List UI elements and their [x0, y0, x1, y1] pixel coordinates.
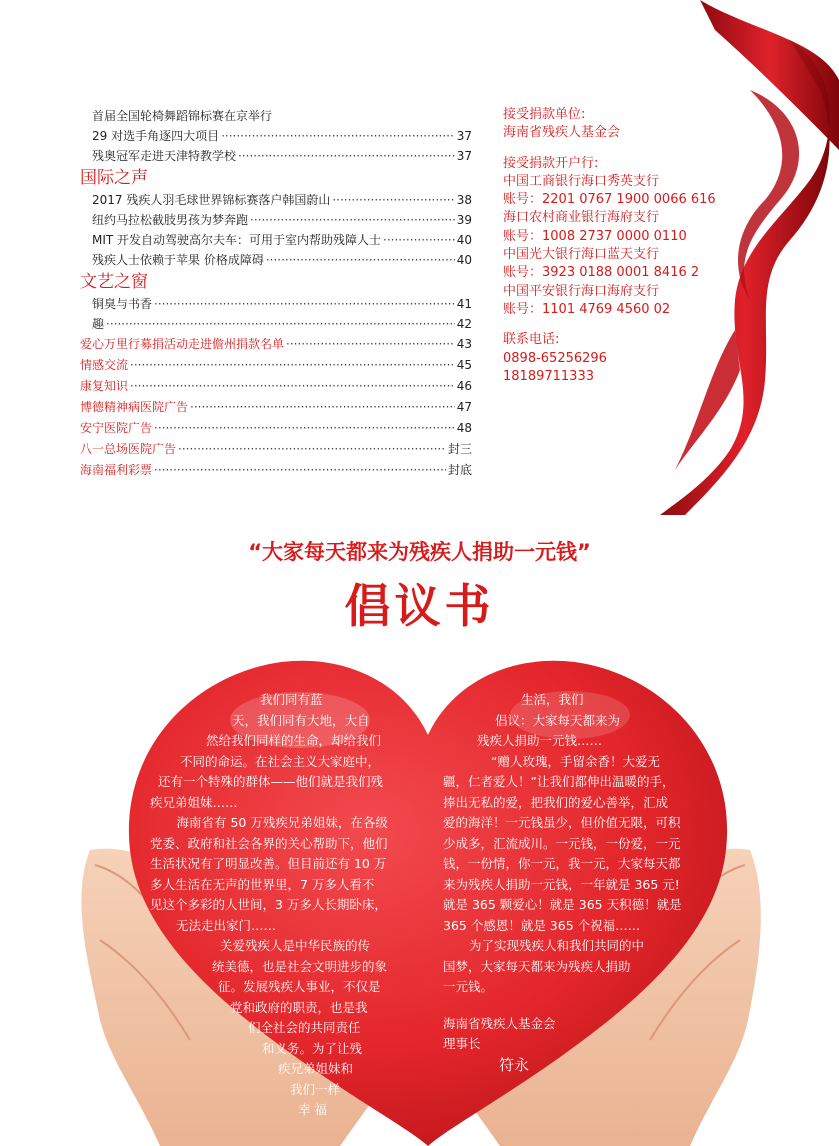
toc-entry [80, 439, 472, 460]
letter-signature: 符永 [499, 1055, 530, 1074]
toc-entry [80, 355, 472, 376]
letter-line: 海南省有 50 万残疾兄弟姐妹，在各级 [164, 815, 388, 830]
letter-line: 残疾人捐助一元钱…… [477, 733, 603, 748]
letter-line: 然给我们同样的生命，却给我们 [206, 733, 382, 748]
letter-line: 无法走出家门…… [176, 917, 277, 933]
toc-leader-dots [106, 314, 455, 334]
toc-entry-title: 爱心万里行募捐活动走进儋州捐款名单 [80, 337, 285, 351]
toc-entry [80, 190, 472, 210]
toc-entry [80, 230, 472, 250]
letter-line: 生活，我们 [521, 692, 584, 707]
toc-leader-dots [154, 418, 455, 439]
toc-page-number: 40 [456, 253, 472, 267]
toc-section-title: 文艺之窗 [80, 272, 148, 292]
toc-page-number: 封三 [447, 442, 472, 456]
phone-number: 0898-65256296 [503, 350, 607, 366]
letter-line: 一元钱。 [443, 979, 494, 994]
toc-page-number: 48 [456, 421, 472, 435]
table-of-contents [80, 106, 472, 481]
letter-line: 关爱残疾人是中华民族的传 [220, 938, 371, 953]
toc-entry-title: MIT 开发自动驾驶高尔夫车：可用于室内帮助残障人士 [92, 233, 382, 247]
toc-entry-title: 情感交流 [80, 358, 129, 372]
toc-page-number: 39 [456, 213, 472, 227]
letter-role: 理事长 [443, 1036, 481, 1051]
toc-page-number: 46 [456, 379, 472, 393]
toc-section-heading [80, 270, 472, 294]
toc-page-number: 37 [456, 149, 472, 163]
letter-line: 不同的命运。在社会主义大家庭中， [180, 753, 381, 769]
toc-entry [80, 210, 472, 230]
toc-entry [80, 146, 472, 166]
toc-leader-dots [130, 376, 455, 397]
toc-entry [80, 334, 472, 355]
letter-line: 就是 365 颗爱心！就是 365 天积德！就是 [443, 897, 682, 912]
toc-entry [80, 418, 472, 439]
toc-leader-dots [332, 190, 454, 210]
letter-line: 幸 福 [298, 1102, 327, 1117]
toc-leader-dots [250, 210, 455, 230]
toc-page-number: 45 [456, 358, 472, 372]
toc-entry [80, 126, 472, 146]
letter-line: 我们一样 [290, 1081, 341, 1097]
letter-line: 疾兄弟姐妹和 [278, 1061, 354, 1076]
donation-unit-name: 海南省残疾人基金会 [503, 125, 621, 141]
letter-line: 365 个感恩！就是 365 个祝福…… [443, 917, 641, 933]
bank-name: 中国平安银行海口海府支行 [503, 283, 660, 299]
toc-page-number: 38 [456, 193, 472, 207]
letter-line: 党和政府的职责，也是我 [230, 999, 368, 1015]
toc-entry-title: 残疾人士依赖于苹果 价格成障碍 [92, 253, 264, 267]
letter-line: 生活状况有了明显改善。但目前还有 10 万 [150, 856, 387, 871]
toc-leader-dots [190, 397, 455, 418]
letter-line: 爱的海洋！一元钱虽少，但价值无限，可积 [443, 815, 681, 830]
toc-page-number: 37 [456, 129, 472, 143]
toc-entry-title: 铜臭与书香 [92, 297, 153, 311]
toc-entry-title: 趣 [92, 317, 105, 331]
toc-page-number: 41 [456, 297, 472, 311]
toc-entry-title: 纽约马拉松截肢男孩为梦奔跑 [92, 213, 249, 227]
bank-label: 接受捐款开户行: [503, 155, 599, 171]
bank-account: 账号：1008 2737 0000 0110 [503, 228, 687, 244]
letter-right-column [443, 690, 703, 1075]
letter-line: 来为残疾人捐助一元钱，一年就是 365 元! [443, 876, 680, 892]
toc-entry-title: 海南福利彩票 [80, 463, 153, 477]
bank-account: 账号：2201 0767 1900 0066 616 [503, 192, 716, 208]
toc-leader-dots [221, 126, 455, 146]
letter-line: 见这个多彩的人世间，3 万多人长期卧床， [150, 897, 387, 912]
toc-entry-title: 康复知识 [80, 379, 129, 393]
letter-line: 党委、政府和社会各界的关心帮助下，他们 [150, 835, 388, 851]
toc-entry [80, 376, 472, 397]
bank-account: 账号：3923 0188 0001 8416 2 [503, 265, 700, 281]
toc-entry-title: 安宁医院广告 [80, 421, 153, 435]
toc-leader-dots [266, 250, 455, 270]
letter-line: 统美德，也是社会文明进步的象 [212, 958, 388, 974]
toc-entry [80, 250, 472, 270]
bank-account: 账号：1101 4769 4560 02 [503, 301, 671, 317]
letter-line: 疾兄弟姐妹…… [150, 794, 238, 810]
letter-left-column [150, 690, 425, 1121]
toc-leader-dots [154, 460, 446, 481]
slogan-heading: “大家每天都来为残疾人捐助一元钱” [248, 540, 591, 564]
letter-line: 国梦，大家每天都来为残疾人捐助 [443, 958, 631, 974]
donation-unit-label: 接受捐款单位: [503, 107, 586, 122]
red-ribbon-decoration [640, 0, 839, 515]
letter-org: 海南省残疾人基金会 [443, 1015, 556, 1031]
toc-section-title: 国际之声 [80, 168, 148, 188]
letter-line: 多人生活在无声的世界里，7 万多人看不 [150, 876, 375, 892]
toc-leader-dots [383, 230, 455, 250]
toc-page-number: 40 [456, 233, 472, 247]
bank-name: 海口农村商业银行海府支行 [503, 210, 660, 226]
toc-page-number: 封底 [447, 463, 472, 477]
toc-entry-title: 博德精神病医院广告 [80, 400, 189, 414]
letter-line: 钱，一份情，你一元，我一元，大家每天都 [443, 856, 681, 871]
toc-leader-dots [286, 334, 455, 355]
letter-line: 捧出无私的爱，把我们的爱心善举，汇成 [443, 794, 669, 810]
toc-page-number: 47 [456, 400, 472, 414]
letter-line: 少成多，汇流成川。一元钱，一份爱，一元 [443, 835, 681, 851]
letter-line: 征。发展残疾人事业，不仅是 [218, 979, 381, 994]
toc-entry [80, 294, 472, 314]
toc-entry-title: 2017 残疾人羽毛球世界锦标赛落户韩国蔚山 [92, 193, 331, 207]
page-title: 倡议书 [344, 579, 495, 633]
toc-leader-dots [178, 439, 446, 460]
toc-page-number: 42 [456, 317, 472, 331]
letter-line: 和义务。为了让残 [262, 1040, 363, 1056]
bank-name: 中国工商银行海口秀英支行 [503, 173, 660, 189]
toc-entry-title: 29 对选手角逐四大项目 [92, 129, 220, 143]
toc-leader-dots [238, 146, 455, 166]
bank-name: 中国光大银行海口蓝天支行 [503, 247, 660, 263]
phone-number: 18189711333 [503, 368, 594, 384]
letter-line: “赠人玫瑰，手留余香！大爱无 [491, 753, 660, 769]
toc-entry [80, 314, 472, 334]
toc-leader-dots [154, 294, 455, 314]
letter-line: 倡议：大家每天都来为 [495, 712, 621, 728]
toc-section-heading [80, 166, 472, 190]
toc-entry [80, 106, 472, 126]
toc-entry-title: 首届全国轮椅舞蹈锦标赛在京举行 [92, 109, 273, 123]
toc-entry [80, 397, 472, 418]
letter-line: 们全社会的共同责任 [248, 1020, 361, 1035]
letter-line: 疆，仁者爱人！”让我们都伸出温暖的手， [443, 774, 675, 789]
toc-entry-title: 残奥冠军走进天津特教学校 [92, 149, 237, 163]
letter-line: 天，我们同有大地，大自 [232, 712, 370, 728]
toc-entry-title: 八一总场医院广告 [80, 442, 177, 456]
toc-entry [80, 460, 472, 481]
letter-line: 还有一个特殊的群体——他们就是我们残 [158, 774, 384, 789]
letter-line: 为了实现残疾人和我们共同的中 [469, 938, 645, 953]
letter-line: 我们同有蓝 [260, 692, 323, 707]
toc-page-number: 43 [456, 337, 472, 351]
phone-label: 联系电话: [503, 332, 560, 348]
toc-leader-dots [130, 355, 455, 376]
